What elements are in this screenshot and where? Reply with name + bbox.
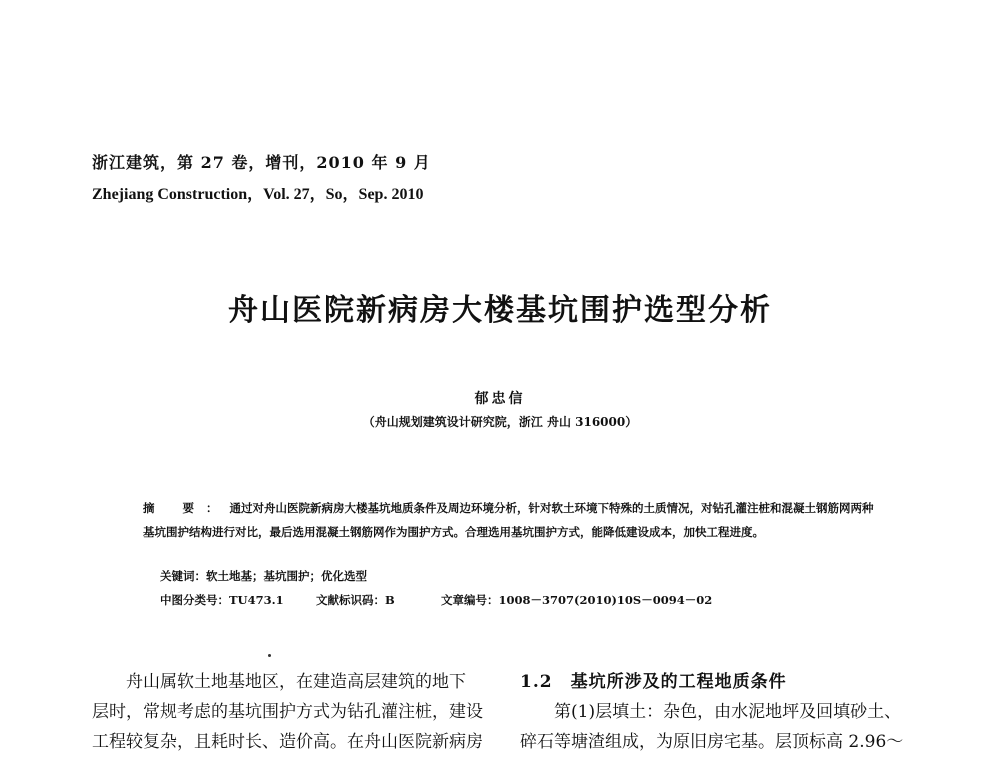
- abstract: [143, 496, 878, 544]
- body-line: 碎石等塘渣组成，为原旧房宅基。层顶标高 2.96～: [520, 732, 904, 752]
- body-line: 第(1)层填土：杂色，由水泥地坪及回填砂土、: [554, 702, 902, 722]
- body-line: 工程较复杂，且耗时长、造价高。在舟山医院新病房: [92, 732, 483, 752]
- body-right-column: [520, 667, 920, 757]
- body-line: 舟山属软土地基地区，在建造高层建筑的地下: [126, 672, 466, 692]
- article-number: 文章编号：1008－3707(2010)10S－0094－02: [441, 593, 713, 607]
- paper-title: 舟山医院新病房大楼基坑围护选型分析: [228, 293, 772, 328]
- author-name: 郁忠信: [474, 391, 526, 407]
- document-code: 文献标识码：B: [316, 593, 395, 607]
- body-left-column: [92, 667, 504, 757]
- decorative-dot: [268, 654, 271, 657]
- author-affiliation: （舟山规划建筑设计研究院，浙江 舟山 316000）: [362, 415, 638, 429]
- section-heading: 1.2 基坑所涉及的工程地质条件: [520, 672, 787, 692]
- journal-info-cn: 浙江建筑，第 27 卷，增刊，2010 年 9 月: [92, 153, 431, 172]
- classification-number: 中图分类号：TU473.1: [160, 593, 284, 607]
- keywords: 关键词：软土地基；基坑围护；优化选型: [160, 569, 367, 583]
- journal-info-en: Zhejiang Construction，Vol. 27，So，Sep. 2010: [92, 186, 424, 203]
- body-line: 层时，常规考虑的基坑围护方式为钻孔灌注桩，建设: [92, 702, 483, 722]
- abstract-label: 摘 要：: [143, 501, 230, 515]
- abstract-text: 通过对舟山医院新病房大楼基坑地质条件及周边环境分析，针对软土环境下特殊的土质情况，对钻孔灌注桩和混凝土钢筋网两种基坑围护结构进行对比，最后选用混凝土钢筋网作为围护方式。合理选用基坑围护方式，能降低建设成本，加快工程进度。: [143, 501, 874, 539]
